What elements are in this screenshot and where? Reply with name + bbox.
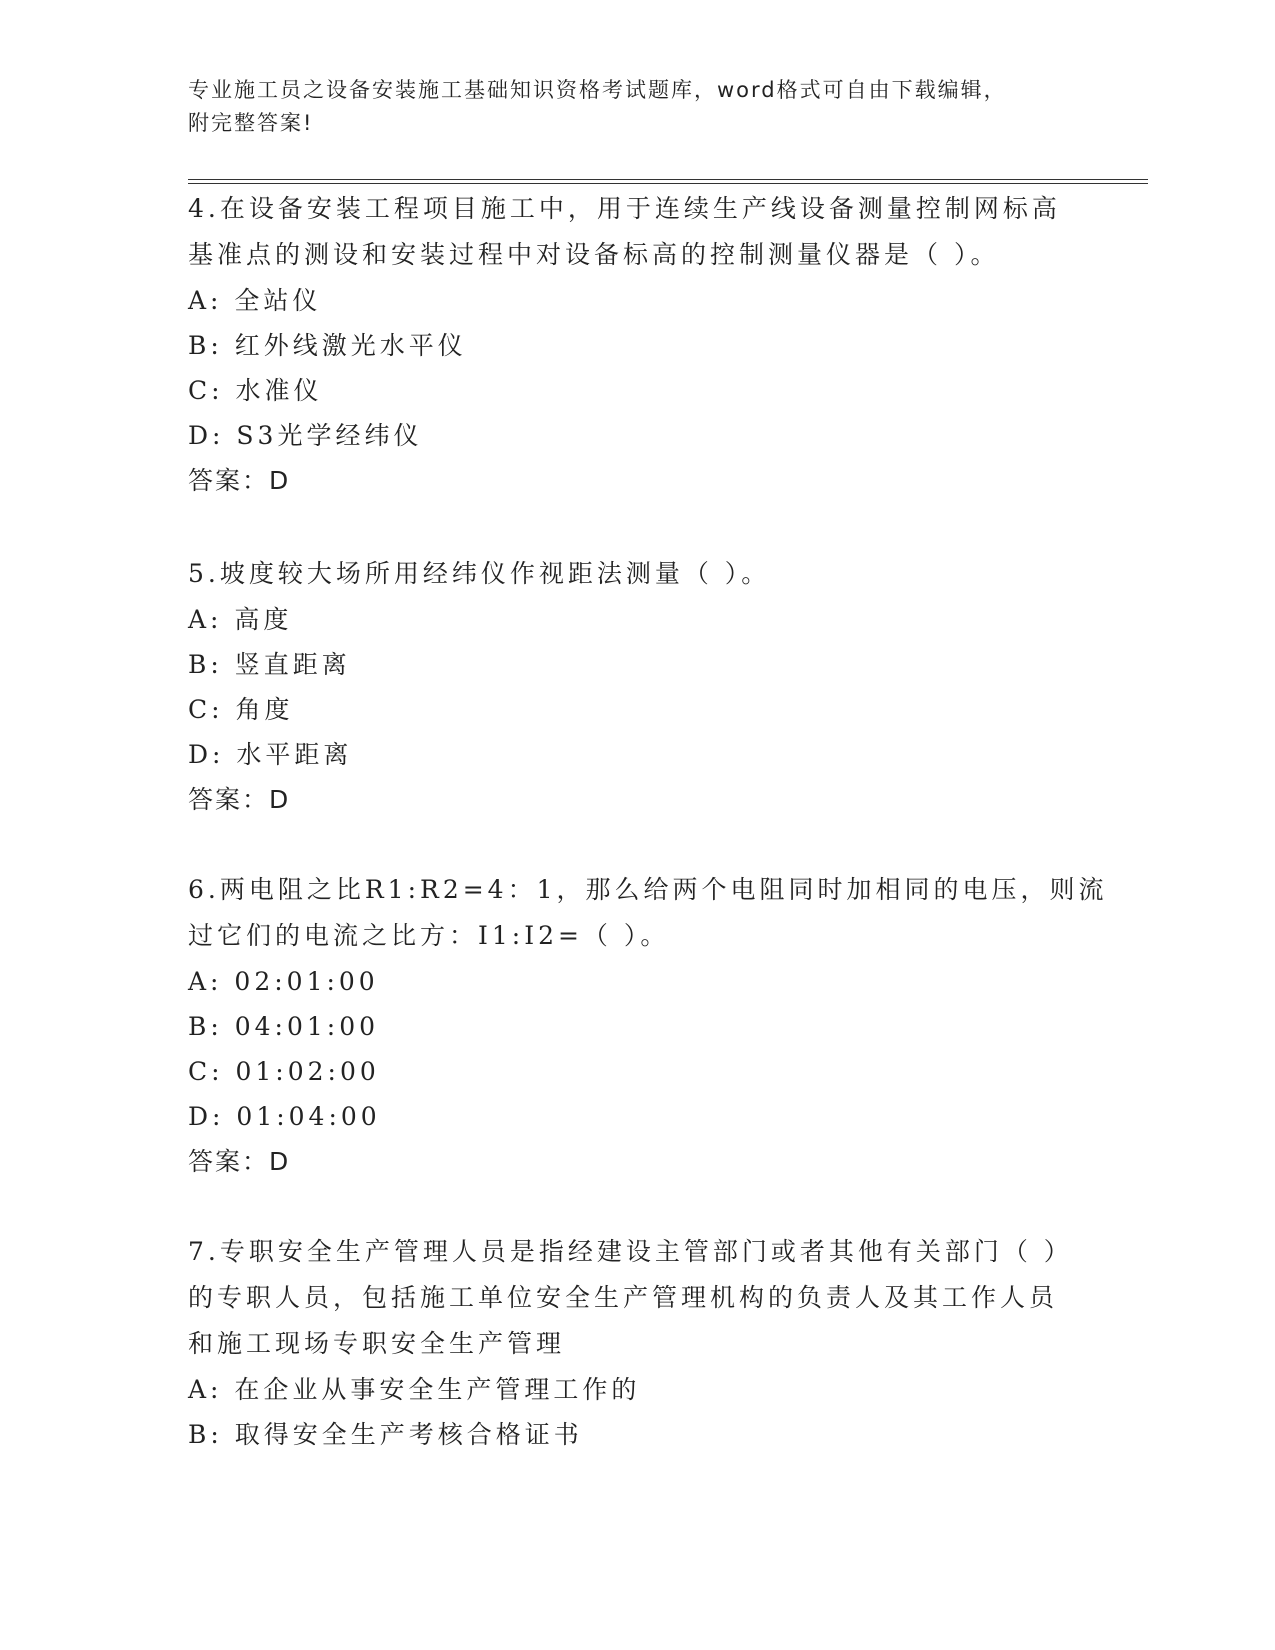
stem-line: 过它们的电流之比方：I1:I2=（ ）。 xyxy=(188,921,670,950)
question-6 xyxy=(188,867,1108,1184)
option-c: C: 角度 xyxy=(188,695,294,724)
option-b: B: 取得安全生产考核合格证书 xyxy=(188,1420,583,1449)
option-d: D: 01:04:00 xyxy=(188,1102,381,1131)
stem-line: 和施工现场专职安全生产管理 xyxy=(188,1329,566,1358)
option-b: B: 04:01:00 xyxy=(188,1012,380,1041)
header-divider xyxy=(188,179,1148,184)
option-a: A: 在企业从事安全生产管理工作的 xyxy=(188,1375,641,1404)
question-4 xyxy=(188,186,1088,503)
option-d: D: S3光学经纬仪 xyxy=(188,421,423,450)
option-b: B: 竖直距离 xyxy=(188,650,351,679)
question-7 xyxy=(188,1229,1088,1457)
stem-line: 基准点的测设和安装过程中对设备标高的控制测量仪器是（ ）。 xyxy=(188,240,1000,269)
option-c: C: 01:02:00 xyxy=(188,1057,380,1086)
stem-line: 的专职人员，包括施工单位安全生产管理机构的负责人及其工作人员 xyxy=(188,1283,1059,1312)
stem-line: 7.专职安全生产管理人员是指经建设主管部门或者其他有关部门（ ） xyxy=(188,1237,1073,1266)
question-stem xyxy=(188,1229,1088,1367)
stem-line: 5.坡度较大场所用经纬仪作视距法测量（ ）。 xyxy=(188,559,771,588)
option-c: C: 水准仪 xyxy=(188,376,323,405)
header-line-1: 专业施工员之设备安装施工基础知识资格考试题库，word格式可自由下载编辑， xyxy=(188,78,1007,102)
document-page xyxy=(188,0,1148,1650)
question-stem xyxy=(188,867,1108,959)
option-a: A: 高度 xyxy=(188,605,293,634)
option-a: A: 全站仪 xyxy=(188,286,322,315)
answer-label: 答案：D xyxy=(188,466,291,495)
option-b: B: 红外线激光水平仪 xyxy=(188,331,467,360)
document-header xyxy=(188,74,1068,140)
question-stem xyxy=(188,186,1088,278)
header-line-2: 附完整答案! xyxy=(188,111,314,135)
option-d: D: 水平距离 xyxy=(188,740,353,769)
stem-line: 4.在设备安装工程项目施工中，用于连续生产线设备测量控制网标高 xyxy=(188,194,1061,223)
question-stem xyxy=(188,551,1088,597)
option-a: A: 02:01:00 xyxy=(188,967,379,996)
stem-line: 6.两电阻之比R1:R2=4：1，那么给两个电阻同时加相同的电压，则流 xyxy=(188,875,1108,904)
question-5 xyxy=(188,551,1088,822)
answer-label: 答案：D xyxy=(188,1147,291,1176)
answer-label: 答案：D xyxy=(188,785,291,814)
